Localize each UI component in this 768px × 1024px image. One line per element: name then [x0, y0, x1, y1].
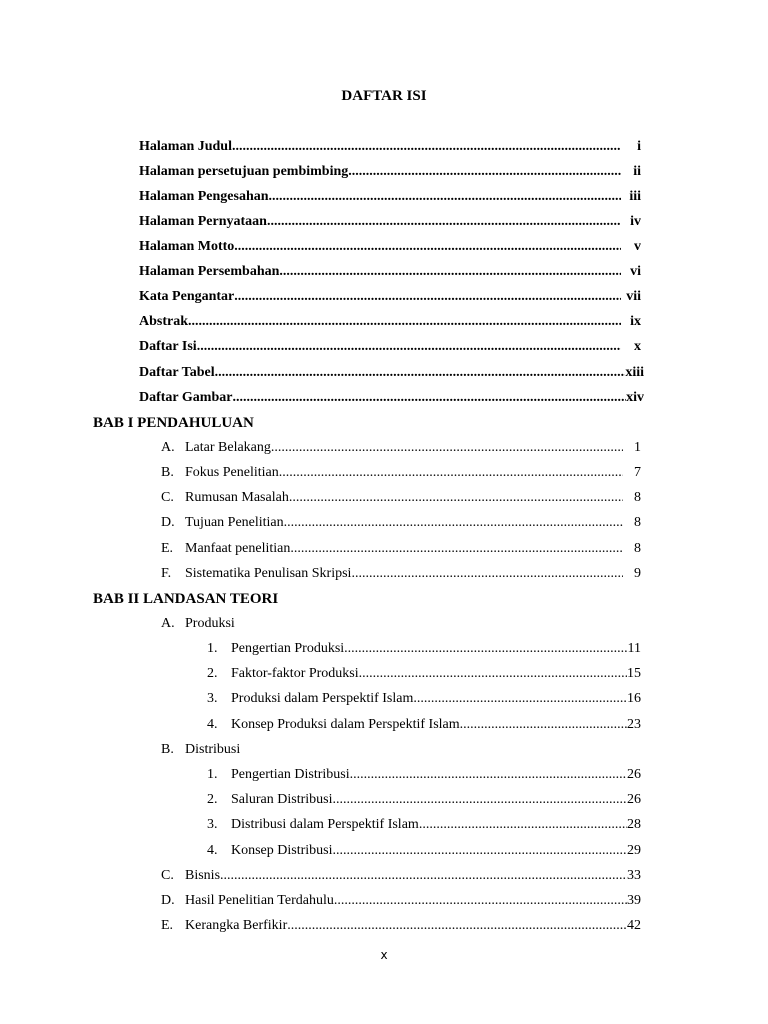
- toc-entry-marker: B.: [161, 465, 174, 480]
- section-label: Produksi: [185, 616, 235, 631]
- toc-entry[interactable]: [139, 364, 644, 382]
- toc-entry[interactable]: [161, 867, 641, 885]
- toc-entry-marker: 3.: [207, 691, 218, 706]
- toc-entry-page: v: [634, 239, 641, 254]
- dot-leader: [333, 791, 628, 809]
- dot-leader: [350, 766, 627, 784]
- toc-entry-page: x: [634, 339, 641, 354]
- toc-entry-marker: D.: [161, 515, 175, 530]
- toc-entry-page: 42: [627, 918, 641, 933]
- toc-entry-label: Halaman Persembahan: [139, 264, 280, 279]
- toc-entry-label: Daftar Gambar: [139, 390, 233, 405]
- toc-entry[interactable]: [161, 439, 641, 457]
- dot-leader: [215, 364, 626, 382]
- dot-leader: [419, 816, 627, 834]
- toc-entry-label: Tujuan Penelitian: [185, 515, 284, 530]
- dot-leader: [289, 489, 623, 507]
- toc-entry-marker: C.: [161, 490, 174, 505]
- toc-entry[interactable]: [161, 489, 641, 507]
- toc-entry-page: 16: [627, 691, 641, 706]
- toc-entry-page: 33: [627, 868, 641, 883]
- dot-leader: [188, 313, 621, 331]
- toc-entry-label: Hasil Penelitian Terdahulu: [185, 893, 334, 908]
- toc-entry-label: Konsep Produksi dalam Perspektif Islam: [231, 717, 460, 732]
- toc-entry[interactable]: [139, 313, 641, 331]
- section-label: Distribusi: [185, 742, 241, 757]
- toc-entry[interactable]: [139, 263, 641, 281]
- dot-leader: [271, 439, 623, 457]
- toc-entry-marker: D.: [161, 893, 175, 908]
- dot-leader: [333, 842, 628, 860]
- toc-entry-label: Halaman persetujuan pembimbing: [139, 164, 349, 179]
- toc-entry[interactable]: [139, 213, 641, 231]
- dot-leader: [413, 690, 627, 708]
- toc-entry-page: xiii: [625, 365, 644, 380]
- toc-entry[interactable]: [207, 665, 641, 683]
- toc-entry-marker: E.: [161, 541, 174, 556]
- page-title: DAFTAR ISI: [341, 88, 427, 104]
- dot-leader: [359, 665, 627, 683]
- section-heading-distribusi[interactable]: [161, 741, 240, 759]
- toc-entry-page: 15: [627, 666, 641, 681]
- section-marker: B.: [161, 742, 174, 757]
- toc-entry-page: ii: [633, 164, 641, 179]
- toc-entry-label: Faktor-faktor Produksi: [231, 666, 359, 681]
- toc-entry-page: 1: [634, 440, 641, 455]
- toc-entry-label: Rumusan Masalah: [185, 490, 289, 505]
- toc-entry-label: Pengertian Distribusi: [231, 767, 350, 782]
- toc-entry[interactable]: [139, 163, 641, 181]
- toc-entry[interactable]: [139, 138, 641, 156]
- toc-entry-marker: 2.: [207, 792, 218, 807]
- dot-leader: [279, 263, 621, 281]
- toc-entry-label: Sistematika Penulisan Skripsi: [185, 566, 352, 581]
- toc-entry-label: Manfaat penelitian: [185, 541, 291, 556]
- page-number-footer: x: [380, 948, 388, 962]
- dot-leader: [334, 892, 627, 910]
- toc-entry[interactable]: [139, 188, 641, 206]
- section-marker: A.: [161, 616, 175, 631]
- toc-entry-page: 8: [634, 515, 641, 530]
- dot-leader: [232, 389, 626, 407]
- toc-entry-label: Kata Pengantar: [139, 289, 235, 304]
- toc-entry-page: 28: [627, 817, 641, 832]
- toc-entry[interactable]: [161, 540, 641, 558]
- dot-leader: [351, 565, 623, 583]
- toc-entry[interactable]: [207, 816, 641, 834]
- toc-entry-marker: F.: [161, 566, 172, 581]
- dot-leader: [234, 288, 621, 306]
- toc-entry-label: Daftar Tabel: [139, 365, 215, 380]
- toc-entry[interactable]: [161, 464, 641, 482]
- toc-entry-label: Halaman Judul: [139, 139, 232, 154]
- toc-entry[interactable]: [207, 766, 641, 784]
- toc-entry-page: 7: [634, 465, 641, 480]
- toc-entry[interactable]: [207, 716, 641, 734]
- toc-entry-page: 8: [634, 541, 641, 556]
- dot-leader: [344, 640, 627, 658]
- toc-entry-label: Pengertian Produksi: [231, 641, 345, 656]
- dot-leader: [220, 867, 627, 885]
- toc-entry-label: Halaman Motto: [139, 239, 235, 254]
- toc-entry[interactable]: [161, 892, 641, 910]
- toc-entry[interactable]: [139, 288, 641, 306]
- toc-entry-page: 26: [627, 767, 641, 782]
- dot-leader: [269, 188, 621, 206]
- toc-entry-marker: E.: [161, 918, 174, 933]
- toc-entry-page: 9: [634, 566, 641, 581]
- toc-entry-page: 29: [627, 843, 641, 858]
- toc-entry-page: 11: [627, 641, 641, 656]
- toc-entry-label: Distribusi dalam Perspektif Islam: [231, 817, 419, 832]
- dot-leader: [284, 514, 623, 532]
- toc-entry-page: 23: [627, 717, 641, 732]
- dot-leader: [460, 716, 627, 734]
- toc-entry-page: 8: [634, 490, 641, 505]
- toc-entry-label: Kerangka Berfikir: [185, 918, 288, 933]
- toc-entry-marker: 4.: [207, 717, 218, 732]
- toc-entry-page: 26: [627, 792, 641, 807]
- toc-entry-label: Bisnis: [185, 868, 221, 883]
- dot-leader: [290, 540, 623, 558]
- dot-leader: [348, 163, 621, 181]
- dot-leader: [267, 213, 621, 231]
- toc-entry-label: Halaman Pernyataan: [139, 214, 267, 229]
- toc-entry-page: vi: [630, 264, 641, 279]
- dot-leader: [279, 464, 623, 482]
- toc-entry-label: Halaman Pengesahan: [139, 189, 269, 204]
- toc-entry[interactable]: [139, 389, 644, 407]
- toc-entry[interactable]: [161, 514, 641, 532]
- toc-entry[interactable]: [207, 791, 641, 809]
- toc-entry-label: Konsep Distribusi: [231, 843, 333, 858]
- toc-entry[interactable]: [161, 565, 641, 583]
- toc-entry-marker: 2.: [207, 666, 218, 681]
- dot-leader: [197, 338, 621, 356]
- toc-entry-label: Abstrak: [139, 314, 189, 329]
- toc-entry-label: Fokus Penelitian: [185, 465, 279, 480]
- toc-entry-marker: C.: [161, 868, 174, 883]
- toc-entry-marker: 3.: [207, 817, 218, 832]
- toc-entry-label: Saluran Distribusi: [231, 792, 333, 807]
- toc-entry-page: iv: [630, 214, 641, 229]
- toc-entry[interactable]: [139, 238, 641, 256]
- toc-entry-page: iii: [629, 189, 641, 204]
- toc-entry-label: Daftar Isi: [139, 339, 197, 354]
- dot-leader: [232, 138, 621, 156]
- toc-entry-label: Produksi dalam Perspektif Islam: [231, 691, 414, 706]
- toc-entry-label: Latar Belakang: [185, 440, 271, 455]
- toc-entry-marker: 1.: [207, 767, 218, 782]
- toc-entry[interactable]: [207, 690, 641, 708]
- toc-entry-page: i: [637, 139, 641, 154]
- toc-entry-page: ix: [630, 314, 641, 329]
- section-heading-produksi[interactable]: [161, 615, 235, 633]
- chapter-heading-bab1[interactable]: BAB I PENDAHULUAN: [93, 415, 254, 431]
- toc-entry[interactable]: [161, 917, 641, 935]
- toc-entry-marker: 1.: [207, 641, 218, 656]
- toc-entry-marker: A.: [161, 440, 175, 455]
- chapter-heading-bab2[interactable]: BAB II LANDASAN TEORI: [93, 591, 279, 607]
- toc-entry[interactable]: [139, 338, 641, 356]
- toc-entry-marker: 4.: [207, 843, 218, 858]
- dot-leader: [234, 238, 621, 256]
- toc-entry-page: xiv: [626, 390, 644, 405]
- toc-entry-page: vii: [626, 289, 641, 304]
- dot-leader: [287, 917, 627, 935]
- toc-entry-page: 39: [627, 893, 641, 908]
- toc-entry[interactable]: [207, 842, 641, 860]
- toc-entry[interactable]: [207, 640, 641, 658]
